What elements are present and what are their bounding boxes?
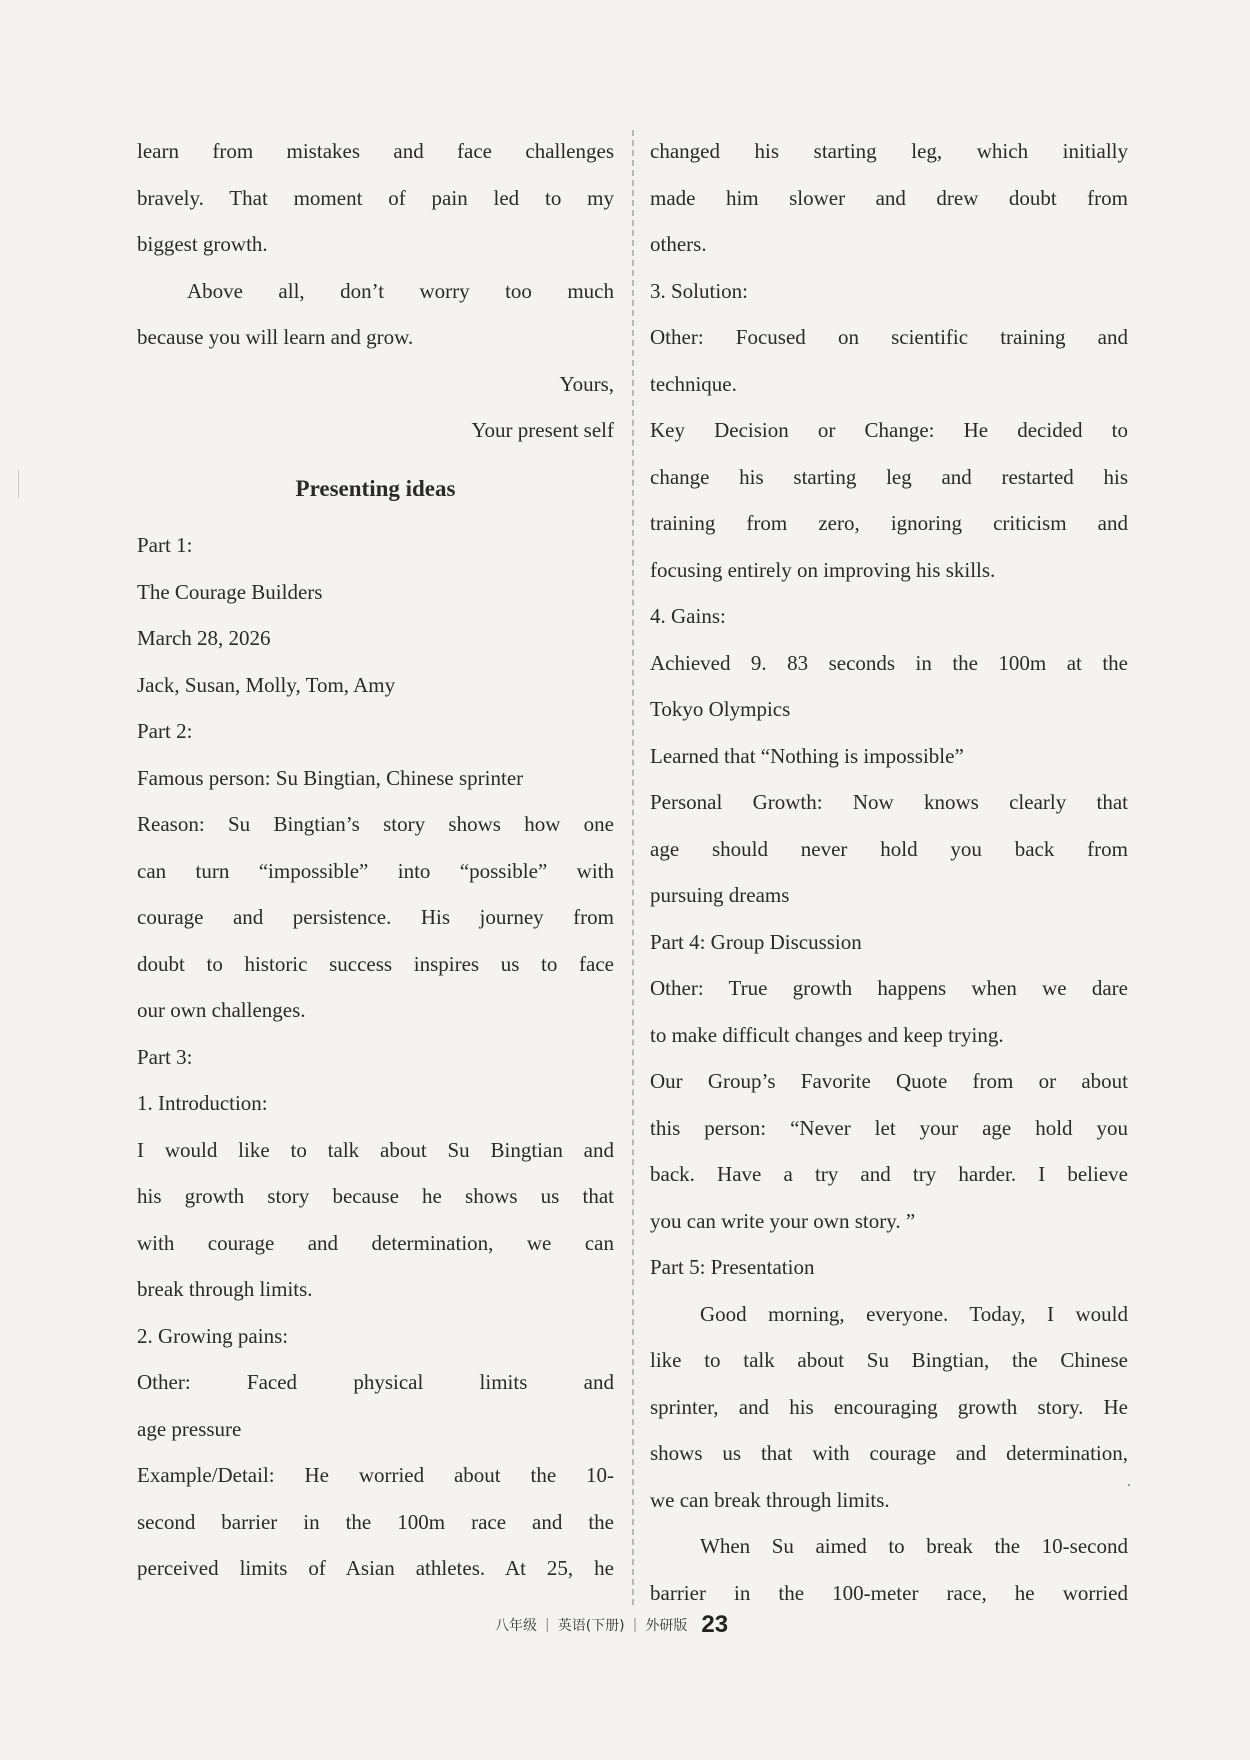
footer-separator: | [632,1617,638,1633]
text-line: you can write your own story. ” [650,1208,916,1233]
text-line: Part 2: [137,719,193,743]
text-line: When Su aimed to break the 10-second [700,1534,1128,1558]
text-line: Famous person: Su Bingtian, Chinese sprinter [137,765,524,790]
text-line: bravely. That moment of pain led to my [137,185,614,210]
page-number: 23 [701,1611,729,1638]
text-line: Our Group’s Favorite Quote from or about [650,1069,1128,1093]
text-line: to make difficult changes and keep trying. [650,1022,1004,1047]
section-heading: Presenting ideas [295,475,456,501]
text-line: Other: Faced physical limits and [137,1370,614,1394]
text-line: courage and persistence. His journey from [137,905,614,929]
text-line: biggest growth. [137,232,268,256]
text-line: others. [650,232,707,256]
text-line: March 28, 2026 [137,626,271,650]
text-line: perceived limits of Asian athletes. At 25, he [137,1556,614,1580]
speck [1128,1484,1130,1486]
text-line: Good morning, everyone. Today, I would [700,1301,1128,1326]
text-line: Other: Focused on scientific training and [650,325,1128,349]
text-line: Personal Growth: Now knows clearly that [650,790,1128,814]
text-line: can turn “impossible” into “possible” with [137,858,614,883]
text-line: Jack, Susan, Molly, Tom, Amy [137,672,396,697]
text-line: Learned that “Nothing is impossible” [650,743,964,768]
text-line: Other: True growth happens when we dare [650,976,1128,1000]
text-line: like to talk about Su Bingtian, the Chinese [650,1348,1128,1372]
text-line: change his starting leg and restarted his [650,464,1128,489]
page-footer [495,1605,795,1645]
text-line: doubt to historic success inspires us to face [137,951,614,976]
footer-separator: | [545,1617,550,1633]
text-line: our own challenges. [137,998,306,1022]
text-line: Part 5: Presentation [650,1255,815,1279]
text-line: made him slower and drew doubt from [650,185,1128,210]
left-column [137,128,614,1592]
text-line: Example/Detail: He worried about the 10- [137,1463,614,1487]
text-line: Part 1: [137,533,193,557]
text-line: changed his starting leg, which initially [650,139,1128,163]
text-line: we can break through limits. [650,1487,890,1512]
text-line: back. Have a try and try harder. I believe [650,1162,1128,1186]
text-line: Reason: Su Bingtian’s story shows how one [137,812,614,836]
footer-grade: 八年级 [495,1618,537,1634]
text-line: The Courage Builders [137,579,323,604]
text-line: second barrier in the 100m race and the [137,1509,614,1534]
text-line: age pressure [137,1416,242,1441]
text-line: Your present self [471,418,614,442]
text-line: I would like to talk about Su Bingtian and [137,1137,614,1162]
text-line: barrier in the 100-meter race, he worried [650,1580,1128,1605]
footer-subject: 英语(下册) [557,1618,625,1634]
text-line: technique. [650,371,737,396]
text-line: focusing entirely on improving his skills. [650,557,996,582]
column-divider [632,130,634,1605]
text-line: Achieved 9. 83 seconds in the 100m at the [650,650,1128,675]
text-line: Yours, [559,371,614,396]
text-line: learn from mistakes and face challenges [137,139,614,163]
right-column [650,128,1128,1616]
text-line: training from zero, ignoring criticism and [650,511,1128,535]
text-line: Tokyo Olympics [650,697,791,721]
footer-edition: 外研版 [645,1618,688,1634]
binding-mark [18,470,19,498]
text-line: with courage and determination, we can [137,1230,614,1255]
text-line: this person: “Never let your age hold you [650,1115,1128,1140]
text-line: sprinter, and his encouraging growth story. He [650,1394,1128,1419]
text-line: because you will learn and grow. [137,325,414,349]
text-line: Key Decision or Change: He decided to [650,418,1128,442]
text-line: 4. Gains: [650,604,726,628]
text-line: 2. Growing pains: [137,1323,289,1348]
text-line: pursuing dreams [650,883,790,907]
text-line: 1. Introduction: [137,1091,268,1115]
text-line: Above all, don’t worry too much [187,278,614,303]
text-line: his growth story because he shows us that [137,1184,614,1208]
text-line: age should never hold you back from [650,836,1128,861]
text-line: 3. Solution: [650,278,749,303]
text-line: Part 4: Group Discussion [650,929,862,954]
text-line: Part 3: [137,1044,193,1069]
text-line: shows us that with courage and determination, [650,1441,1128,1465]
text-line: break through limits. [137,1277,313,1301]
